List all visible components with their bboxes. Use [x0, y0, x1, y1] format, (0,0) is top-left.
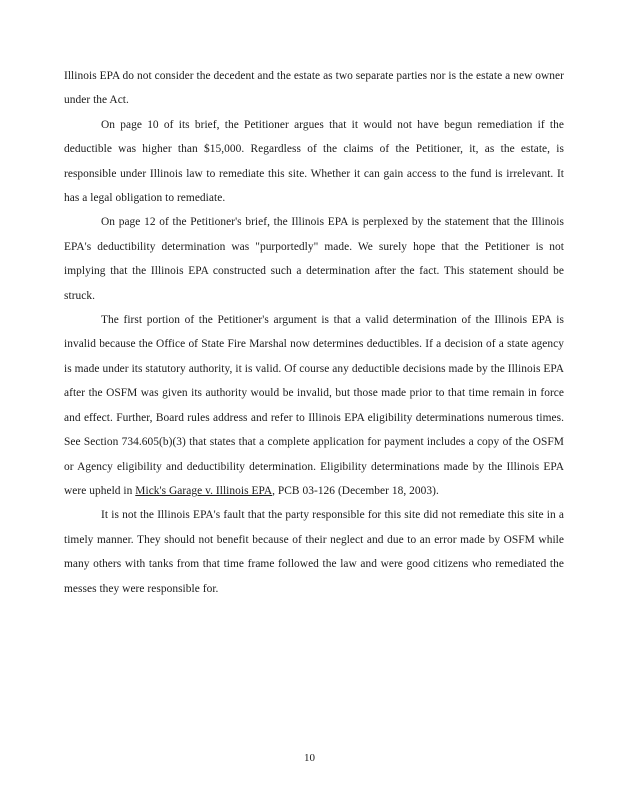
paragraph-continuation: Illinois EPA do not consider the decedent and the estate as two separate parties nor is the estate a new owner under the Act.	[64, 70, 564, 107]
case-citation-name: Mick's Garage v. Illinois	[135, 484, 252, 497]
case-citation-reference: , PCB 03-126 (December 18, 2003).	[272, 484, 439, 497]
paragraph-osfm-determination	[64, 308, 564, 503]
paragraph-deductible-argument: On page 10 of its brief, the Petitioner argues that it would not have begun remediation if the deductible was higher than $15,000. Regardless of the claims of the Petitioner, it, as the estate, is responsible under Illinois law to remediate this site. Whether it can gain access to the fund is irrelevant. It has a legal obligation to remediate.	[64, 118, 564, 205]
case-citation-epa: EPA	[251, 484, 273, 497]
paragraph-purportedly-statement: On page 12 of the Petitioner's brief, the Illinois EPA is perplexed by the statement that the Illinois EPA's deductibility determination was "purportedly" made. We surely hope that the Petitioner is not implying that the Illinois EPA constructed such a determination after the fact. This statement should be struck.	[64, 216, 564, 302]
paragraph-responsibility: It is not the Illinois EPA's fault that the party responsible for this site did not remediate this site in a timely manner. They should not benefit because of their neglect and due to an error made by OSFM while many others with tanks from that time frame followed the law and were good citizens who remediated the messes they were responsible for.	[64, 509, 564, 595]
body-text	[64, 64, 564, 601]
paragraph-osfm-text: The first portion of the Petitioner's argument is that a valid determination of the Illinois EPA is invalid because the Office of State Fire Marshal now determines deductibles. If a decision of a state agency is made under its statutory authority, it is valid. Of course any deductible decisions made by the Illinois EPA after the OSFM was given its authority would be invalid, but those made prior to that time remain in force and effect. Further, Board rules address and refer to Illinois EPA eligibility determinations numerous times. See Section 734.605(b)(3) that states that a complete application for payment includes a copy of the OSFM or Agency eligibility and deductibility determination. Eligibility determinations made by the Illinois EPA were upheld in	[64, 314, 564, 497]
page-number: 10	[304, 752, 315, 764]
